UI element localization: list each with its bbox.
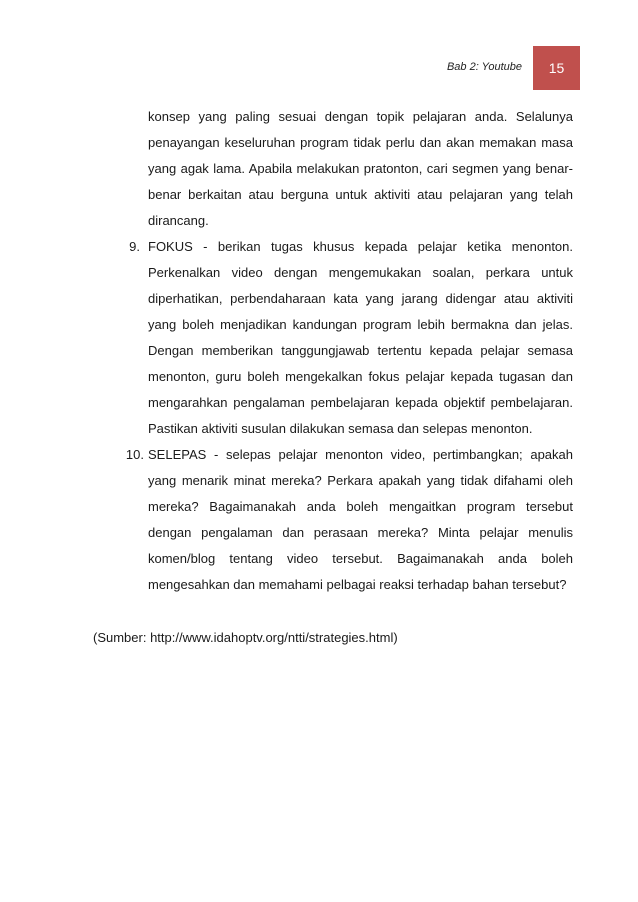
chapter-title: Bab 2: Youtube (446, 61, 522, 73)
page-number-badge (533, 46, 580, 90)
list-item-10-text: SELEPAS - selepas pelajar menonton video, pertimbangkan; apakah yang menarik minat mereka? Perkara apakah yang tidak difahami oleh mereka? Bagaimanakah anda boleh mengaitkan program tersebut dengan pengalaman dan perasaan mereka? Minta pelajar menulis komen/blog tentang video tersebut. Bagaimanakah anda boleh mengesahkan dan memahami pelbagai reaksi terhadap bahan tersebut? (148, 447, 573, 592)
source-citation: (Sumber: http://www.idahoptv.org/ntti/strategies.html) (93, 630, 398, 645)
list-item-number-9: 9. (129, 239, 140, 254)
page-number: 15 (548, 60, 565, 76)
page-header (0, 46, 638, 94)
intro-paragraph: konsep yang paling sesuai dengan topik pelajaran anda. Selalunya penayangan keseluruhan program tidak perlu dan akan memakan masa yang agak lama. Apabila melakukan pratonton, cari segmen yang benar-benar berkaitan atau berguna untuk aktiviti atau pelajaran yang telah dirancang. (148, 109, 573, 228)
list-item-number-10: 10. (125, 447, 144, 462)
list-item-9-text: FOKUS - berikan tugas khusus kepada pelajar ketika menonton. Perkenalkan video dengan mengemukakan soalan, perkara untuk diperhatikan, perbendaharaan kata yang jarang didengar atau aktiviti yang boleh menjadikan kandungan program lebih bermakna dan jelas. Dengan memberikan tanggungjawab tertentu kepada pelajar semasa menonton, guru boleh mengekalkan fokus pelajar kepada tugasan dan mengarahkan pengalaman pembelajaran kepada objektif pembelajaran. Pastikan aktiviti susulan dilakukan semasa dan selepas menonton. (148, 239, 573, 436)
